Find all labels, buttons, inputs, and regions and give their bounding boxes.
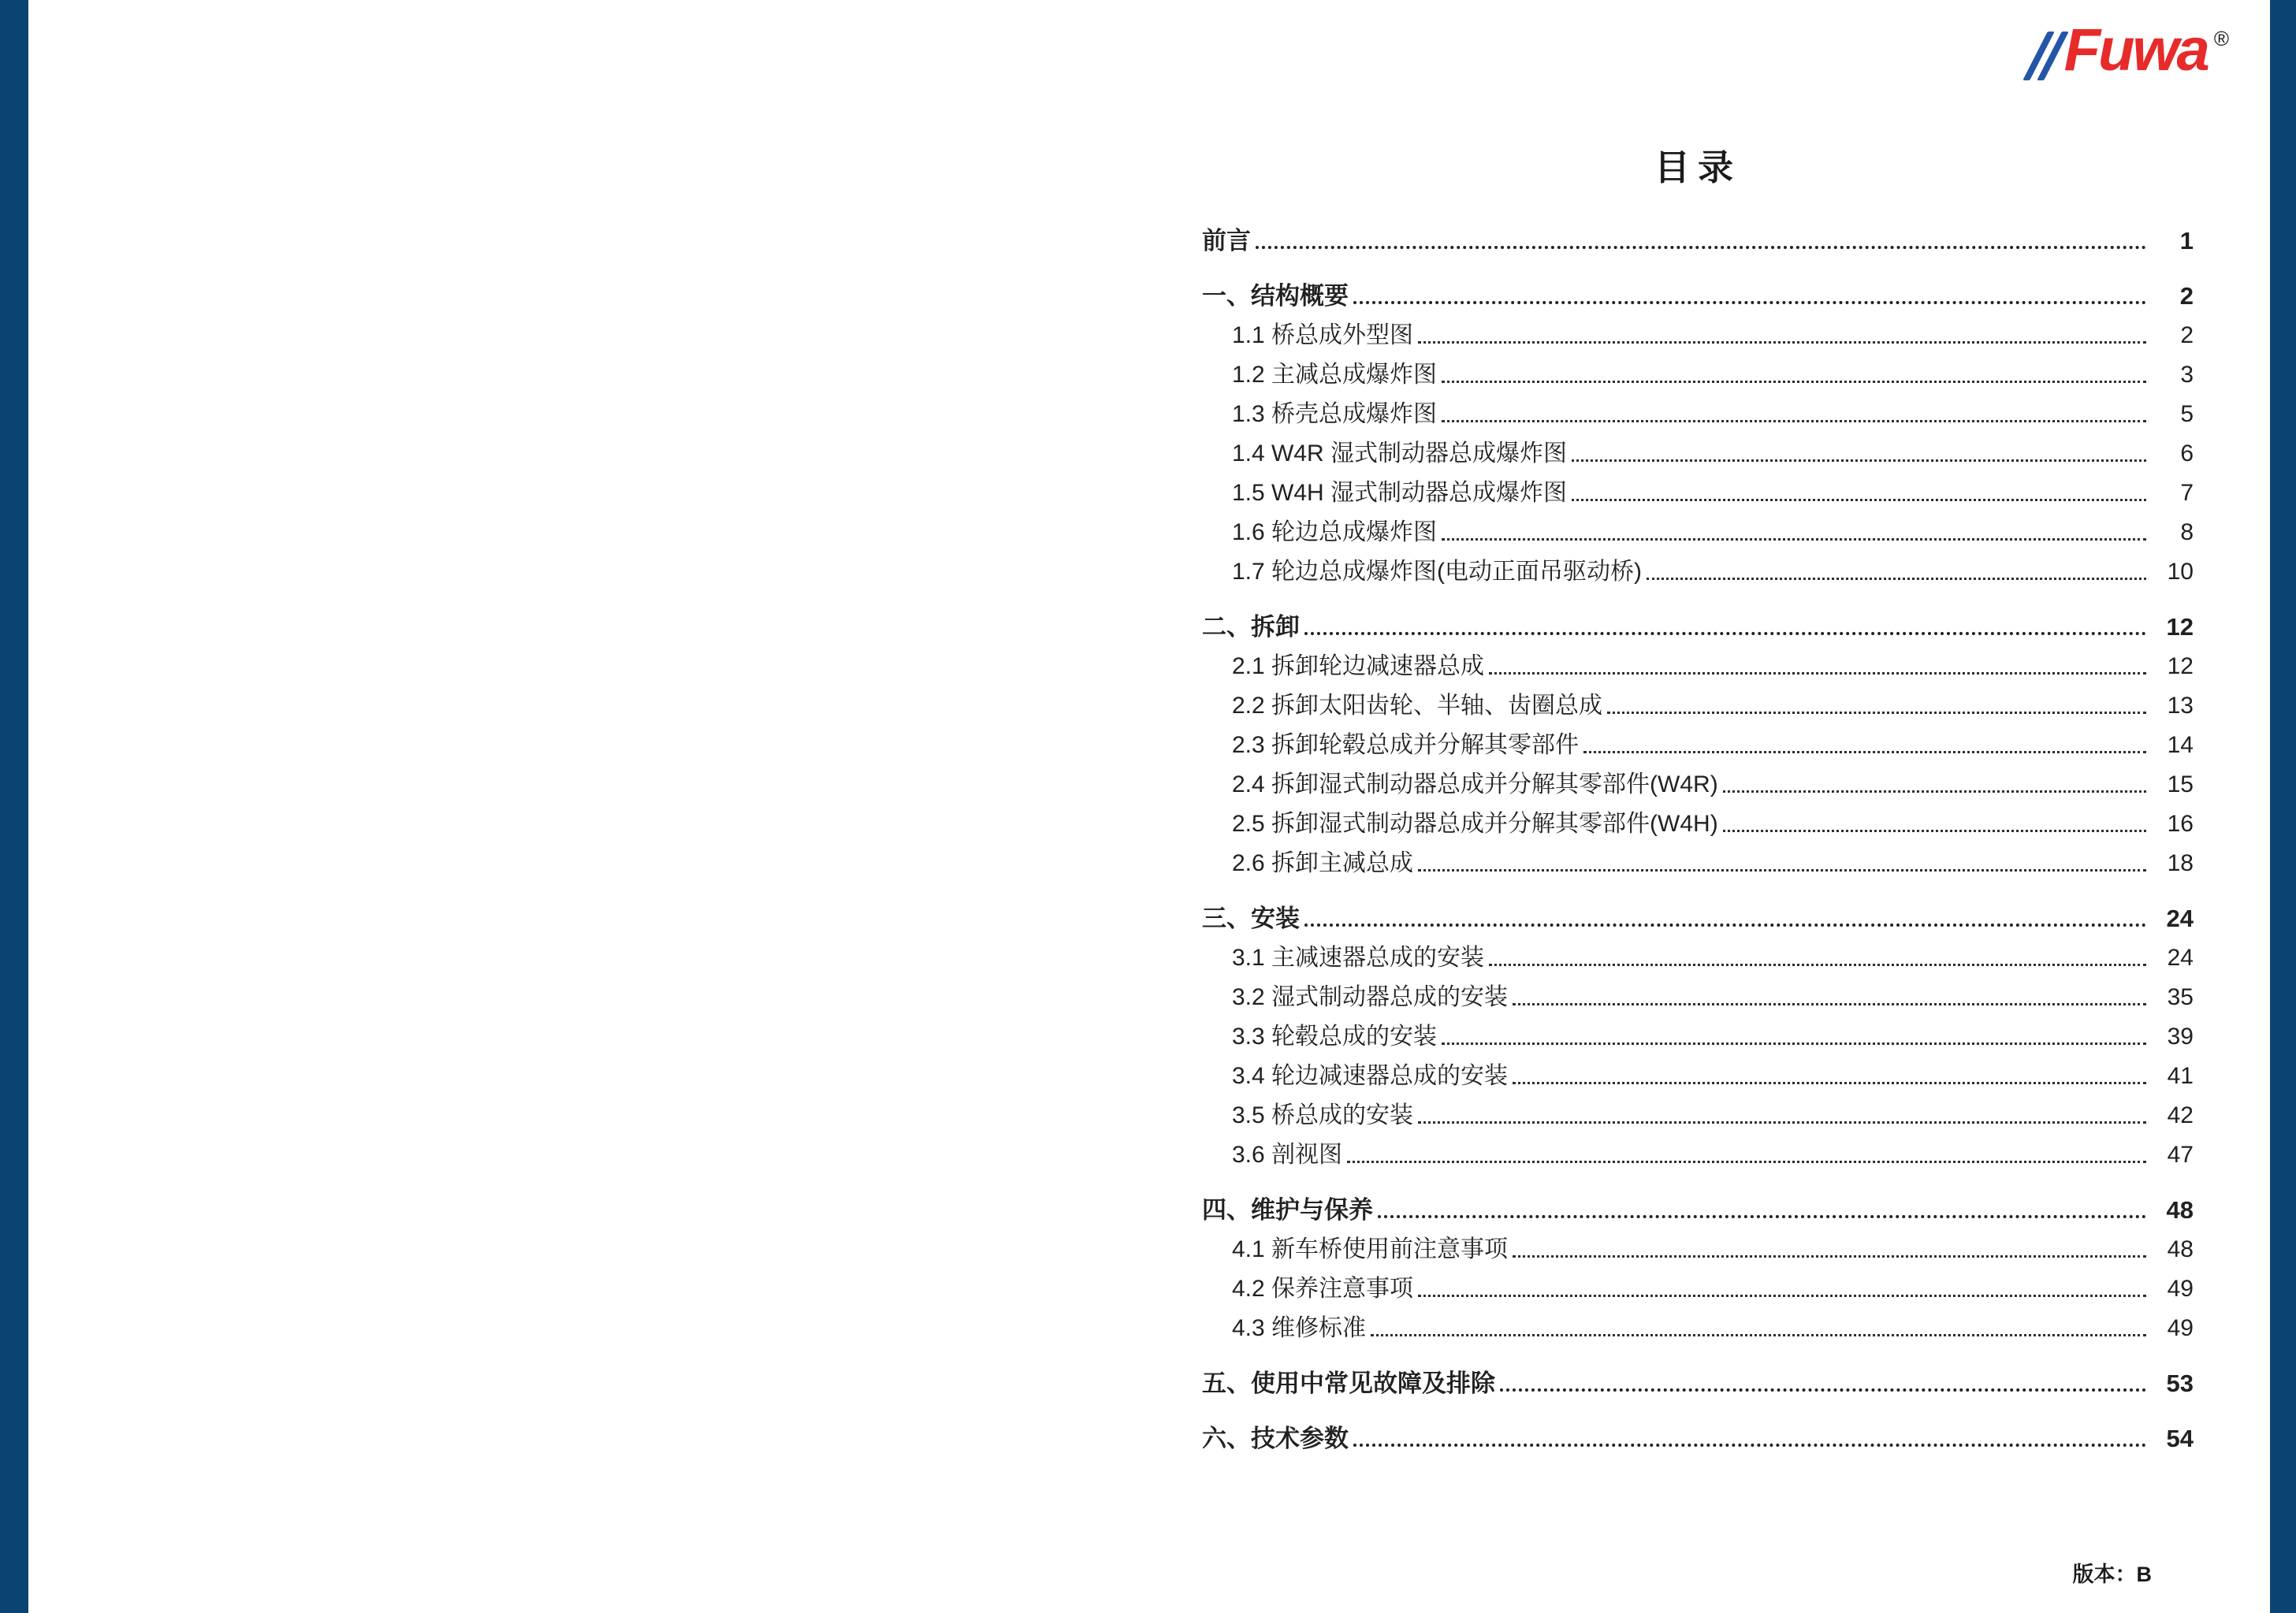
toc-page-number: 18 bbox=[2167, 850, 2194, 876]
toc-dot-leader bbox=[1418, 341, 2146, 344]
toc-entry[interactable] bbox=[1202, 550, 2194, 589]
version-value: B bbox=[2136, 1563, 2152, 1586]
toc-entry-label: 2.2 拆卸太阳齿轮、半轴、齿圈总成 bbox=[1232, 693, 1603, 719]
toc-page-number: 47 bbox=[2167, 1142, 2194, 1168]
toc-entry[interactable] bbox=[1202, 1417, 2194, 1456]
toc-page-number: 2 bbox=[2179, 282, 2194, 310]
toc-entry-label: 4.3 维修标准 bbox=[1232, 1315, 1367, 1341]
toc-entry[interactable] bbox=[1202, 763, 2194, 802]
toc-dot-leader bbox=[1583, 751, 2146, 753]
toc-page-number: 12 bbox=[2166, 613, 2194, 641]
toc-dot-leader bbox=[1353, 301, 2146, 304]
toc-page-number: 6 bbox=[2180, 440, 2194, 466]
toc-page-number: 16 bbox=[2167, 811, 2194, 837]
toc-page-number: 8 bbox=[2180, 519, 2194, 545]
toc-page-number: 48 bbox=[2167, 1236, 2194, 1262]
toc-page-number: 7 bbox=[2180, 480, 2194, 506]
toc-dot-leader bbox=[1378, 1215, 2146, 1218]
toc-dot-leader bbox=[1513, 1003, 2146, 1005]
toc-entry-label: 4.2 保养注意事项 bbox=[1232, 1276, 1414, 1302]
toc-dot-leader bbox=[1489, 964, 2146, 966]
toc-entry[interactable] bbox=[1202, 314, 2194, 353]
toc-entry-label: 2.1 拆卸轮边减速器总成 bbox=[1232, 653, 1485, 679]
toc-entry[interactable] bbox=[1202, 432, 2194, 471]
toc-entry[interactable] bbox=[1202, 219, 2194, 258]
toc-entry[interactable] bbox=[1202, 471, 2194, 511]
toc-entry-label: 1.2 主减总成爆炸图 bbox=[1232, 362, 1438, 388]
toc-entry[interactable] bbox=[1202, 684, 2194, 723]
toc-entry[interactable] bbox=[1202, 1188, 2194, 1228]
toc-page-number: 2 bbox=[2180, 322, 2194, 348]
toc-entry[interactable] bbox=[1202, 723, 2194, 763]
toc-entry[interactable] bbox=[1202, 936, 2194, 976]
toc-entry-label: 1.7 轮边总成爆炸图(电动正面吊驱动桥) bbox=[1232, 559, 1643, 585]
toc-entry[interactable] bbox=[1202, 1015, 2194, 1054]
toc-entry-label: 五、使用中常见故障及排除 bbox=[1202, 1370, 1495, 1397]
toc-page-number: 49 bbox=[2167, 1276, 2194, 1302]
version-label: 版本： bbox=[2072, 1563, 2137, 1586]
toc-entry-label: 1.3 桥壳总成爆炸图 bbox=[1232, 401, 1438, 427]
toc-entry-label: 二、拆卸 bbox=[1202, 613, 1300, 641]
toc-dot-leader bbox=[1304, 924, 2146, 927]
toc-entry-label: 2.5 拆卸湿式制动器总成并分解其零部件(W4H) bbox=[1232, 811, 1718, 837]
toc-dot-leader bbox=[1607, 712, 2146, 714]
toc-entry-label: 3.6 剖视图 bbox=[1232, 1142, 1343, 1168]
toc-entry-label: 4.1 新车桥使用前注意事项 bbox=[1232, 1236, 1509, 1262]
toc-dot-leader bbox=[1513, 1082, 2146, 1084]
left-edge-bar bbox=[0, 0, 28, 1613]
toc-page-number: 39 bbox=[2167, 1024, 2194, 1050]
toc-entry-label: 六、技术参数 bbox=[1202, 1425, 1349, 1452]
toc-entry[interactable] bbox=[1202, 842, 2194, 881]
toc-page-number: 49 bbox=[2167, 1315, 2194, 1341]
toc-page-number: 48 bbox=[2166, 1196, 2194, 1224]
version-footer bbox=[2073, 1561, 2153, 1588]
toc-page-number: 14 bbox=[2167, 732, 2194, 758]
toc-dot-leader bbox=[1500, 1388, 2146, 1392]
toc-page-number: 1 bbox=[2179, 227, 2194, 255]
toc-page-number: 24 bbox=[2167, 945, 2194, 971]
toc-entry[interactable] bbox=[1202, 353, 2194, 392]
toc-dot-leader bbox=[1572, 499, 2146, 501]
toc-page-number: 41 bbox=[2167, 1063, 2194, 1089]
toc-dot-leader bbox=[1371, 1334, 2146, 1336]
toc-page-number: 35 bbox=[2167, 984, 2194, 1010]
toc-entry[interactable] bbox=[1202, 802, 2194, 842]
toc-entry-label: 1.4 W4R 湿式制动器总成爆炸图 bbox=[1232, 440, 1568, 466]
toc-entry[interactable] bbox=[1202, 1133, 2194, 1173]
toc-dot-leader bbox=[1572, 459, 2146, 462]
toc-dot-leader bbox=[1418, 1121, 2146, 1124]
toc-dot-leader bbox=[1723, 790, 2146, 793]
toc-entry[interactable] bbox=[1202, 605, 2194, 645]
right-edge-bar bbox=[2270, 0, 2296, 1613]
toc-page-number: 10 bbox=[2167, 559, 2194, 585]
registered-trademark-icon: ® bbox=[2213, 27, 2229, 50]
toc-dot-leader bbox=[1513, 1255, 2146, 1258]
toc-dot-leader bbox=[1256, 246, 2146, 249]
toc-entry[interactable] bbox=[1202, 1362, 2194, 1401]
toc-entry[interactable] bbox=[1202, 897, 2194, 936]
toc-entry-label: 一、结构概要 bbox=[1202, 282, 1349, 310]
toc-entry[interactable] bbox=[1202, 1054, 2194, 1094]
document-page bbox=[28, 0, 2270, 1613]
toc-page-number: 53 bbox=[2166, 1370, 2194, 1397]
toc-entry-label: 前言 bbox=[1202, 227, 1251, 255]
toc-dot-leader bbox=[1442, 538, 2146, 541]
toc-entry[interactable] bbox=[1202, 1306, 2194, 1346]
toc-entry-label: 四、维护与保养 bbox=[1202, 1196, 1373, 1224]
toc-page-number: 42 bbox=[2167, 1102, 2194, 1128]
toc-dot-leader bbox=[1353, 1444, 2146, 1447]
toc-entry-label: 2.6 拆卸主减总成 bbox=[1232, 850, 1414, 876]
toc-entry-label: 1.6 轮边总成爆炸图 bbox=[1232, 519, 1438, 545]
toc-entry[interactable] bbox=[1202, 1228, 2194, 1267]
page-title: 目录 bbox=[1654, 147, 1741, 188]
toc-dot-leader bbox=[1304, 632, 2146, 635]
toc-entry-label: 3.5 桥总成的安装 bbox=[1232, 1102, 1414, 1128]
toc-entry[interactable] bbox=[1202, 1267, 2194, 1306]
toc-entry-label: 三、安装 bbox=[1202, 905, 1300, 932]
toc-dot-leader bbox=[1442, 1043, 2146, 1045]
toc-dot-leader bbox=[1347, 1161, 2146, 1163]
toc-entry-label: 3.3 轮毂总成的安装 bbox=[1232, 1024, 1438, 1050]
toc-dot-leader bbox=[1442, 381, 2146, 383]
toc-list bbox=[1202, 219, 2194, 1456]
fuwa-logo-slashes-icon bbox=[2035, 32, 2056, 80]
toc-entry[interactable] bbox=[1202, 511, 2194, 550]
toc-entry-label: 3.4 轮边减速器总成的安装 bbox=[1232, 1063, 1509, 1089]
toc-page-number: 15 bbox=[2167, 771, 2194, 797]
fuwa-logo-text: Fuwa bbox=[2063, 17, 2208, 84]
toc-entry[interactable] bbox=[1202, 976, 2194, 1015]
toc-dot-leader bbox=[1723, 830, 2146, 832]
toc-page-number: 13 bbox=[2167, 693, 2194, 719]
toc-entry-label: 1.1 桥总成外型图 bbox=[1232, 322, 1414, 348]
toc-entry-label: 3.2 湿式制动器总成的安装 bbox=[1232, 984, 1509, 1010]
toc-dot-leader bbox=[1489, 672, 2146, 675]
toc-dot-leader bbox=[1418, 869, 2146, 872]
toc-page-number: 24 bbox=[2166, 905, 2194, 932]
toc-entry-label: 3.1 主减速器总成的安装 bbox=[1232, 945, 1485, 971]
fuwa-logo bbox=[2035, 17, 2229, 93]
toc-entry-label: 2.4 拆卸湿式制动器总成并分解其零部件(W4R) bbox=[1232, 771, 1718, 797]
toc-entry[interactable] bbox=[1202, 392, 2194, 432]
toc-page-number: 3 bbox=[2180, 362, 2194, 388]
toc-entry-label: 1.5 W4H 湿式制动器总成爆炸图 bbox=[1232, 480, 1568, 506]
toc-dot-leader bbox=[1647, 578, 2146, 580]
toc-entry[interactable] bbox=[1202, 274, 2194, 314]
toc-entry-label: 2.3 拆卸轮毂总成并分解其零部件 bbox=[1232, 732, 1580, 758]
toc-dot-leader bbox=[1442, 420, 2146, 422]
toc-page-number: 54 bbox=[2166, 1425, 2194, 1452]
toc-entry[interactable] bbox=[1202, 1094, 2194, 1133]
toc-page-number: 12 bbox=[2167, 653, 2194, 679]
toc-dot-leader bbox=[1418, 1295, 2146, 1297]
toc-entry[interactable] bbox=[1202, 645, 2194, 684]
toc-page-number: 5 bbox=[2180, 401, 2194, 427]
